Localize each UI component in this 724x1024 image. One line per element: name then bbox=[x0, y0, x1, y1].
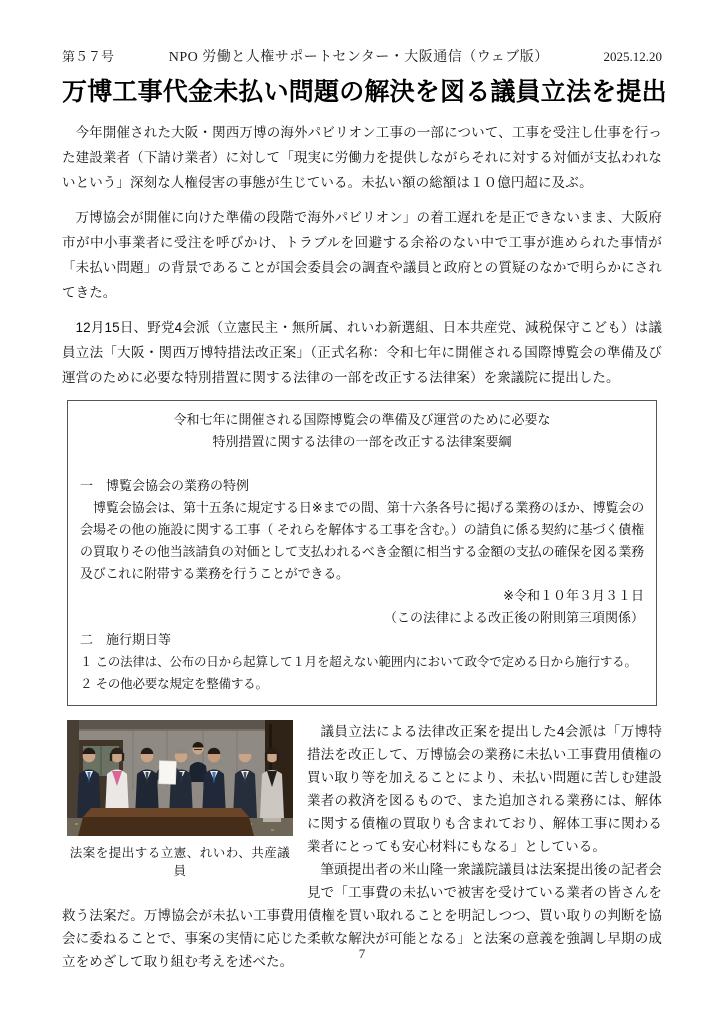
article-paragraph: 今年開催された大阪・関西万博の海外パビリオン工事の一部について、工事を受注し仕事を行った建設業者（下請け業者）に対して「現実に労働力を提供しながらそれに対する対価が支払われないという」深刻な人権侵害の事態が生じている。未払い額の総額は１０億円超に及ぶ。 bbox=[62, 125, 662, 190]
bill-note-reference: （この法律による改正後の附則第三項関係） bbox=[383, 610, 644, 625]
photo-caption: 法案を提出する立憲、れいわ、共産議員 bbox=[69, 846, 291, 878]
bill-note-date: ※令和１０年３月３１日 bbox=[503, 588, 644, 603]
closing-paragraph: 議員立法による法律改正案を提出した4会派は「万博特措法を改正して、万博協会の業務に未払い工事費用債権の買い取り等を加えることにより、未払い問題に苦しむ建設業者の救済を図るもので、また追加される業務には、解体に関する債権の買取りも含まれており、解体工事に関わる業者にとっても安心材料にもなる」としている。 bbox=[307, 724, 662, 854]
article-headline: 万博工事代金未払い問題の解決を図る議員立法を提出 bbox=[62, 78, 667, 106]
article-paragraph: 万博協会が開催に向けた準備の段階で海外パビリオン」の着工遅れを是正できないまま、大阪府市が中小事業者に受注を呼びかけ、トラブルを回避する余裕のない中で工事が進められた事情が「未払い問題」の背景であることが国会委員会の調査や議員と政府との質疑のなかで明らかにされてきた。 bbox=[62, 210, 662, 300]
bill-title-line1: 令和七年に開催される国際博覧会の準備及び運営のために必要な bbox=[173, 412, 551, 427]
article-bottom-section bbox=[62, 720, 662, 973]
article-paragraph: 12月15日、野党4会派（立憲民主・無所属、れいわ新選組、日本共産党、減税保守こども）は議員立法「大阪・関西万博特措法改正案」（正式名称：令和七年に開催される国際博覧会の準備及び運営のために必要な特別措置に関する法律の一部を改正する法律案）を衆議院に提出した。 bbox=[62, 320, 662, 385]
issue-date: 2025.12.20 bbox=[603, 49, 662, 64]
bill-section2-item: １ この法律は、公布の日から起算して１月を超えない範囲内において政令で定める日から施行する。 bbox=[80, 655, 637, 669]
photo-figure bbox=[67, 720, 293, 879]
closing-paragraph: 筆頭提出者の米山隆一衆議院議員は法案提出後の記者会見で「工事費の未払いで被害を受けている業者の皆さんを救う法案だ。万博協会が未払い工事費用債権を買い取れることを明記しつつ、買い取りの判断を協会に委ねることで、事案の実情に応じた柔軟な解決が可能となる」と法案の意義を強調し早期の成立をめざして取り組む考えを述べた。 bbox=[62, 862, 662, 969]
newsletter-title: NPO 労働と人権サポートセンター・大阪通信（ウェブ版） bbox=[168, 50, 549, 65]
bill-section1-heading: 一 博覧会協会の業務の特例 bbox=[80, 478, 250, 493]
bill-section1-body: 博覧会協会は、第十五条に規定する日※までの間、第十六条各号に掲げる業務のほか、博覧会の会場その他の施設に関する工事（ それらを解体する工事を含む。）の請負に係る契約に基づく債権の買取りその他当該請負の対価として支払われるべき金額に相当する金額の支払の確保を図る業務及びこれに附帯する業務を行うことができる。 bbox=[80, 500, 644, 581]
page-number: 7 bbox=[358, 946, 366, 961]
bill-section2-item: ２ その他必要な規定を整備する。 bbox=[80, 677, 268, 691]
lawmakers-photo bbox=[67, 720, 293, 836]
document-header bbox=[62, 46, 662, 66]
bill-summary-box bbox=[67, 400, 657, 706]
bill-title-line2: 特別措置に関する法律の一部を改正する法律案要綱 bbox=[212, 434, 512, 449]
bill-section2-heading: 二 施行期日等 bbox=[80, 632, 172, 647]
issue-number: 第５７号 bbox=[62, 49, 115, 64]
